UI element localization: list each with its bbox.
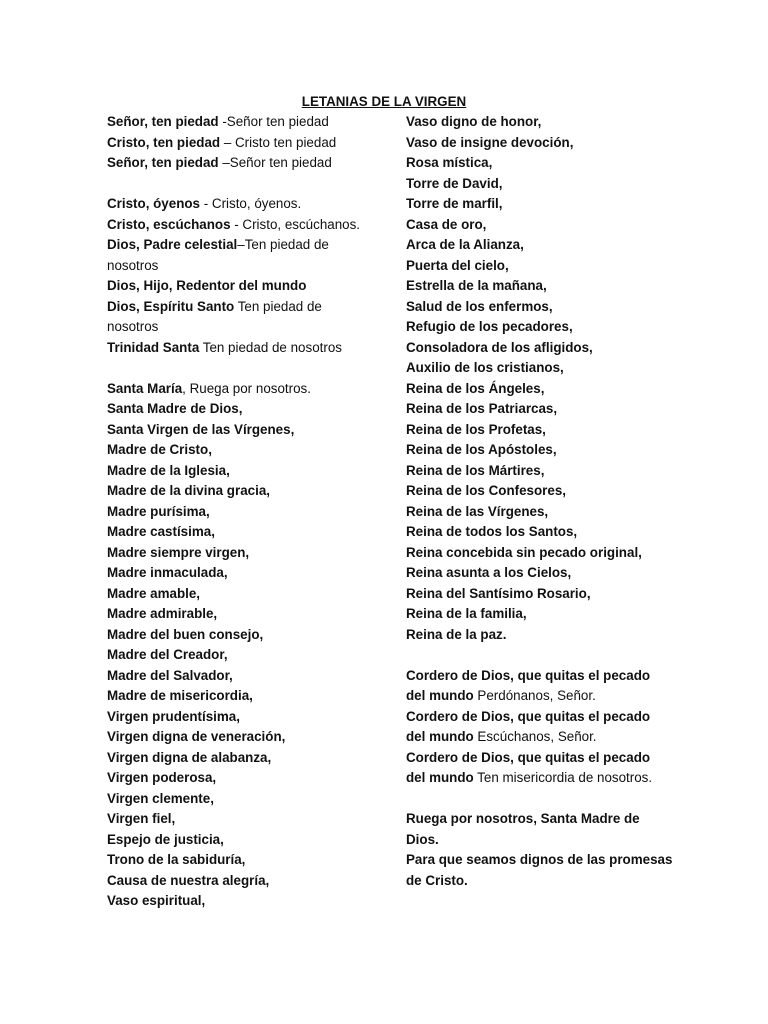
response-text: Ten misericordia de nosotros. [473,770,653,785]
litany-line [406,194,706,215]
invocation-text: Madre purísima, [107,503,210,519]
invocation-text: Reina de los Ángeles, [406,380,545,396]
litany-line [406,112,706,133]
litany-line [107,481,377,502]
document-title: LETANIAS DE LA VIRGEN [301,94,467,109]
invocation-text: Reina de los Confesores, [406,483,566,498]
invocation-text: Torre de marfil, [406,196,503,211]
litany-line [406,666,706,687]
invocation-text: Espejo de justicia, [107,831,224,847]
invocation-text: Cordero de Dios, que quitas el pecado [406,708,651,724]
litany-line [406,153,706,174]
litany-line [406,502,706,523]
litany-line [107,174,377,195]
litany-line [406,256,706,277]
invocation-text: Dios. [406,831,439,847]
litany-line [406,133,706,154]
invocation-text: Reina de los Apóstoles, [406,442,557,457]
litany-line [406,727,706,748]
litany-line [406,563,706,584]
invocation-text: Madre de Cristo, [107,442,212,457]
litany-line [406,871,706,892]
litany-line [107,645,377,666]
litany-line [406,235,706,256]
response-text: - Cristo, escúchanos. [230,216,361,232]
invocation-text: Madre admirable, [107,606,218,621]
response-text: , Ruega por nosotros. [182,380,311,396]
invocation-text: Madre castísima, [107,524,215,539]
litany-line [107,297,377,318]
invocation-text: Casa de oro, [406,216,487,232]
response-text: -Señor ten piedad [218,114,329,129]
invocation-text: Reina de los Patriarcas, [406,401,558,416]
invocation-text: Reina de los Profetas, [406,421,546,437]
litany-line [107,153,377,174]
litany-line [107,317,377,338]
litany-line [107,235,377,256]
litany-line [107,194,377,215]
invocation-text: Virgen prudentísima, [107,708,240,724]
litany-line [406,399,706,420]
litany-line [107,563,377,584]
invocation-text: Vaso espiritual, [107,893,206,908]
response-text: Ten piedad de [234,298,322,314]
invocation-text: Reina de la familia, [406,606,527,621]
litany-line [107,584,377,605]
invocation-text: Madre de la Iglesia, [107,462,230,478]
response-text: –Ten piedad de [237,237,329,252]
invocation-text: Dios, Espíritu Santo [107,298,235,314]
invocation-text: Cristo, ten piedad [107,134,221,150]
response-text: Perdónanos, Señor. [473,688,596,703]
litany-line [406,686,706,707]
right-column [406,112,706,891]
litany-line [107,625,377,646]
litany-line [406,440,706,461]
litany-line [406,317,706,338]
litany-line [406,809,706,830]
litany-line [107,543,377,564]
response-text: nosotros [107,257,159,273]
litany-line [107,604,377,625]
litany-line [107,522,377,543]
litany-line [107,440,377,461]
invocation-text: Madre de la divina gracia, [107,483,270,498]
litany-line [107,748,377,769]
invocation-text: Madre de misericordia, [107,688,253,703]
litany-line [406,768,706,789]
invocation-text: Rosa mística, [406,155,493,170]
response-text: Ten piedad de nosotros [199,339,342,355]
litany-line [406,358,706,379]
litany-line [107,399,377,420]
litany-line [107,768,377,789]
invocation-text: Señor, ten piedad [107,114,219,129]
invocation-text: del mundo [406,770,474,785]
litany-line [406,174,706,195]
invocation-text: Virgen fiel, [107,811,176,826]
litany-line [406,543,706,564]
invocation-text: Reina de los Mártires, [406,462,545,478]
response-text: – Cristo ten piedad [220,134,337,150]
litany-line [406,707,706,728]
litany-line [406,850,706,871]
invocation-text: Dios, Padre celestial [107,237,238,252]
litany-line [406,215,706,236]
litany-line [406,830,706,851]
litany-line [406,584,706,605]
invocation-text: Virgen poderosa, [107,770,217,785]
invocation-text: Salud de los enfermos, [406,298,553,314]
invocation-text: Madre del Creador, [107,647,228,662]
response-text: - Cristo, óyenos. [200,196,302,211]
litany-line [107,338,377,359]
litany-line [406,276,706,297]
litany-line [406,338,706,359]
litany-line [107,809,377,830]
litany-line [107,276,377,297]
litany-line [406,645,706,666]
litany-line [107,789,377,810]
invocation-text: Reina de las Vírgenes, [406,503,549,519]
litany-line [107,112,377,133]
litany-line [107,891,377,912]
invocation-text: Arca de la Alianza, [406,237,524,252]
invocation-text: Madre del Salvador, [107,667,233,683]
litany-line [406,625,706,646]
litany-line [406,604,706,625]
litany-line [406,420,706,441]
invocation-text: Cristo, óyenos [107,196,201,211]
invocation-text: Consoladora de los afligidos, [406,339,593,355]
litany-line [107,379,377,400]
litany-line [107,707,377,728]
response-text: nosotros [107,319,159,334]
litany-line [406,297,706,318]
litany-line [107,850,377,871]
invocation-text: Virgen digna de alabanza, [107,749,272,765]
invocation-text: Para que seamos dignos de las promesas [406,852,673,867]
litany-line [107,461,377,482]
invocation-text: Trinidad Santa [107,339,200,355]
litany-line [107,502,377,523]
invocation-text: Refugio de los pecadores, [406,319,573,334]
invocation-text: Reina de la paz. [406,626,507,642]
invocation-text: del mundo [406,688,474,703]
left-column [107,112,377,912]
invocation-text: Madre siempre virgen, [107,544,250,560]
litany-line [107,871,377,892]
invocation-text: Santa Madre de Dios, [107,401,243,416]
litany-line [107,686,377,707]
response-text: –Señor ten piedad [218,155,332,170]
invocation-text: Madre inmaculada, [107,565,228,580]
invocation-text: Vaso digno de honor, [406,114,542,129]
invocation-text: Cordero de Dios, que quitas el pecado [406,667,651,683]
invocation-text: Reina concebida sin pecado original, [406,544,642,560]
invocation-text: Santa María [107,380,183,396]
invocation-text: Torre de David, [406,175,503,191]
litany-line [107,666,377,687]
invocation-text: Madre amable, [107,585,201,601]
invocation-text: Madre del buen consejo, [107,626,264,642]
litany-line [107,133,377,154]
invocation-text: Reina de todos los Santos, [406,524,578,539]
invocation-text: Vaso de insigne devoción, [406,134,574,150]
litany-line [107,215,377,236]
invocation-text: Trono de la sabiduría, [107,852,246,867]
litany-line [107,420,377,441]
invocation-text: Estrella de la mañana, [406,278,547,293]
litany-line [107,358,377,379]
litany-line [107,727,377,748]
litany-line [406,789,706,810]
invocation-text: Ruega por nosotros, Santa Madre de [406,811,640,826]
litany-line [406,481,706,502]
response-text: Escúchanos, Señor. [473,729,597,744]
invocation-text: Cristo, escúchanos [107,216,231,232]
litany-line [406,379,706,400]
litany-line [406,461,706,482]
litany-line [406,522,706,543]
invocation-text: Virgen digna de veneración, [107,729,286,744]
invocation-text: Reina asunta a los Cielos, [406,565,572,580]
invocation-text: Virgen clemente, [107,790,214,806]
invocation-text: Cordero de Dios, que quitas el pecado [406,749,651,765]
invocation-text: Puerta del cielo, [406,257,509,273]
invocation-text: Reina del Santísimo Rosario, [406,585,591,601]
invocation-text: Causa de nuestra alegría, [107,872,270,888]
litany-line [107,830,377,851]
litany-line [406,748,706,769]
litany-line [107,256,377,277]
invocation-text: Santa Virgen de las Vírgenes, [107,421,295,437]
invocation-text: Dios, Hijo, Redentor del mundo [107,278,307,293]
invocation-text: de Cristo. [406,872,468,888]
invocation-text: Auxilio de los cristianos, [406,360,564,375]
invocation-text: Señor, ten piedad [107,155,219,170]
invocation-text: del mundo [406,729,474,744]
